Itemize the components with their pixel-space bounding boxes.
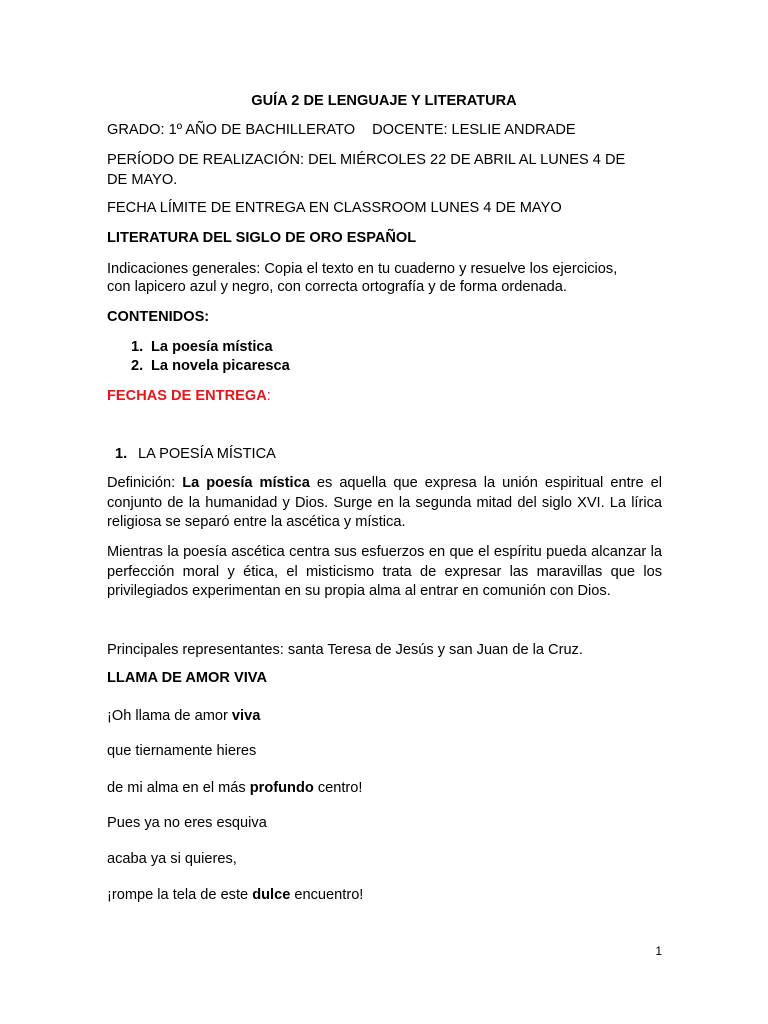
instructions-line-1: Indicaciones generales: Copia el texto en tu cuaderno y resuelve los ejercicios, [107,261,618,277]
asceticism-paragraph: Mientras la poesía ascética centra sus esfuerzos en que el espíritu pueda alcanzar la perfección moral y ética, el misticismo trata de expresar las maravillas que los privilegiados experimentan en su propia alma al entrar en comunión con Dios. [107,544,662,599]
poem-line-2: que tiernamente hieres [107,743,257,759]
period-line-2: DE MAYO. [107,172,178,188]
poem-line-6 [107,885,363,905]
poem-text: ¡Oh llama de amor [107,708,232,724]
contents-item-2 [131,356,290,376]
contents-item-1 [131,337,273,357]
contents-heading: CONTENIDOS: [107,309,210,325]
poem-emphasis: profundo [249,780,314,796]
poem-emphasis: viva [231,708,261,724]
poem-text: centro! [313,780,363,796]
teacher-text: DOCENTE: LESLIE ANDRADE [372,122,576,138]
section-title: LITERATURA DEL SIGLO DE ORO ESPAÑOL [107,230,417,246]
delivery-dates-colon: : [266,388,271,404]
poem-line-4: Pues ya no eres esquiva [107,815,267,831]
definition-paragraph [107,474,662,533]
section-heading-text: LA POESÍA MÍSTICA [138,446,276,462]
deadline-line: FECHA LÍMITE DE ENTREGA EN CLASSROOM LUNES 4 DE MAYO [107,200,562,216]
poem-line-5: acaba ya si quieres, [107,851,237,867]
delivery-dates-label: FECHAS DE ENTREGA [107,388,267,404]
section-number: 1. [115,446,128,462]
grade-text: GRADO: 1º AÑO DE BACHILLERATO [107,122,356,138]
document-title: GUÍA 2 DE LENGUAJE Y LITERATURA [251,93,517,109]
poem-title: LLAMA DE AMOR VIVA [107,670,267,686]
poem-text: encuentro! [290,887,364,903]
grade-line [107,120,576,140]
list-item-text: La poesía mística [151,339,273,355]
poem-line-1 [107,706,260,726]
list-number: 1. [131,339,144,355]
definition-body: es aquella que expresa la unión espiritual entre el conjunto de la humanidad y Dios. Surge en la segunda mitad del siglo XVI. La lírica religiosa se separó entre la ascética y mística. [107,475,662,530]
definition-prefix: Definición: [107,475,183,491]
poem-text: de mi alma en el más [107,780,250,796]
definition-term: La poesía mística [182,475,310,491]
poem-text: ¡rompe la tela de este [107,887,253,903]
list-item-text: La novela picaresca [151,358,290,374]
poetry-section-heading [115,444,276,464]
poem-line-3 [107,778,362,798]
representatives-line: Principales representantes: santa Teresa de Jesús y san Juan de la Cruz. [107,642,583,658]
list-number: 2. [131,358,144,374]
delivery-dates-heading [107,386,271,406]
period-line-1: PERÍODO DE REALIZACIÓN: DEL MIÉRCOLES 22 DE ABRIL AL LUNES 4 DE [107,152,626,168]
page-number: 1 [655,944,662,958]
poem-emphasis: dulce [252,887,291,903]
instructions-line-2: con lapicero azul y negro, con correcta ortografía y de forma ordenada. [107,279,567,295]
